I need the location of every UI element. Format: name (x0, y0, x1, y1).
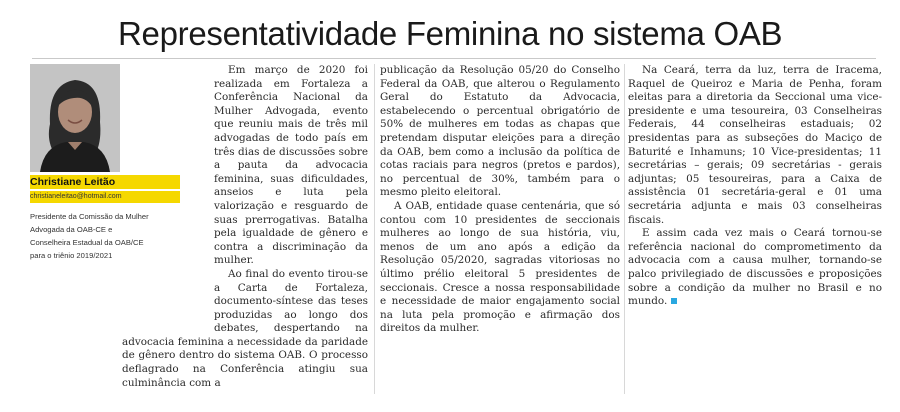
article-column-1 (122, 64, 368, 394)
article-headline: Representatividade Feminina no sistema OAB (118, 15, 783, 52)
paragraph: publicação da Resolução 05/20 do Conselho Federal da OAB, que alterou o Regulamento Geral do Estatuto da Advocacia, estabelecendo o percentual obrigatório de 50% de mulheres em todas as chapas que pretendam disputar eleições para a direção da OAB, bem como a inclusão da política de cotas raciais para negros (pretos e pardos), no percentual de 30%, também para o mesmo pleito eleitoral. (380, 64, 620, 199)
column-divider (374, 64, 375, 394)
author-bio: Presidente da Comissão da Mulher Advogada da OAB-CE e Conselheira Estadual da OAB/CE para o triênio 2019/2021 (30, 212, 149, 260)
author-portrait-image (30, 64, 120, 172)
article-column-2 (380, 64, 620, 394)
paragraph (628, 227, 882, 309)
paragraph: A OAB, entidade quase centenária, que só contou com 10 presidentes de seccionais mulheres ao longo de sua história, viu, menos de um ano após a edição da Resolução 05/2020, sagradas vitoriosas no último prélio eleitoral 5 presidentes de seccionais. Cresce a nossa responsabilidade e necessidade de maior engajamento social na luta pela promoção e afirmação dos direitos da mulher. (380, 199, 620, 335)
author-name: Christiane Leitão (30, 175, 180, 189)
headline-divider (32, 58, 876, 59)
photo-wrap-space (122, 144, 214, 324)
column-divider (624, 64, 625, 394)
paragraph: Em março de 2020 foi realizada em Fortaleza a Conferência Nacional da Mulher Advogada, evento que reuniu mais de três mil advogadas de todo país em três dias de discussões sobre a pauta da advocacia feminina, suas dificuldades, anseios e luta pela valorização e resguardo de suas prerrogativas. Batalha pela igualdade de gênero e contra a discriminação da mulher. (214, 64, 368, 267)
author-photo (30, 64, 120, 172)
end-of-article-icon (671, 298, 677, 304)
author-email[interactable]: christianeleitao@hotmail.com (30, 191, 180, 203)
paragraph-text: E assim cada vez mais o Ceará tornou-se referência nacional do comprometimento da advocacia com a causa mulher, tornando-se palco privilegiado de discussões e proposições sobre a condição da mulher no Brasil e no mundo. (628, 227, 882, 308)
paragraph: Na Ceará, terra da luz, terra de Iracema, Raquel de Queiroz e Maria de Penha, foram eleitas para a diretoria da Seccional uma vice-presidente e uma tesoureira, 03 Conselheiras Federais, 44 conselheiras estaduais; 02 presidentas para as subseções do Maciço de Baturité e Inhamuns; 10 Vice-presidentas; 11 secretárias – gerais; 09 secretárias - gerais adjuntas; 05 tesoureiras, para a Caixa de assistência 01 secretária-geral e 01 uma secretária adjunta e mais 03 conselheiras fiscais. (628, 64, 882, 226)
paragraph: Ao final do evento tirou-se a Carta de Fortaleza, documento-síntese das teses produzidas ao longo dos debates, despertando na advocacia feminina a necessidade da paridade de gênero dentro do sistema OAB. O processo deflagrado na Conferência atingiu sua culminância com a (122, 267, 368, 389)
article-column-3 (628, 64, 882, 394)
